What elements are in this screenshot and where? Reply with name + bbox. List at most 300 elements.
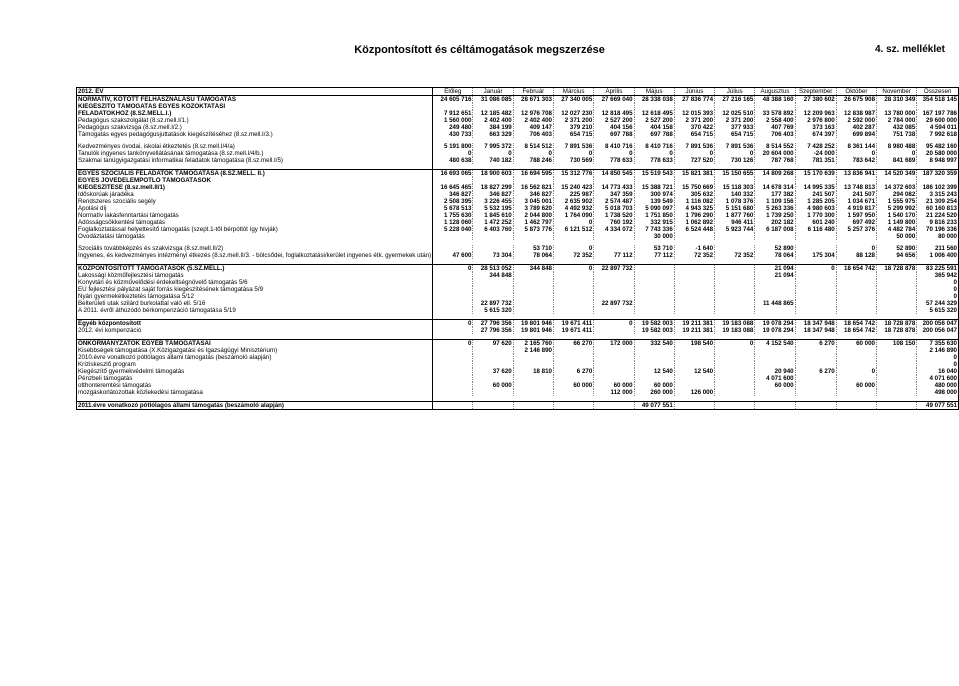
value-cell: 1 078 376 [715, 198, 755, 205]
value-cell [755, 354, 795, 361]
value-cell [795, 279, 836, 286]
table-row [77, 286, 959, 293]
row-total-cell [917, 177, 959, 184]
value-cell: 480 638 [433, 157, 473, 164]
value-cell: 140 332 [715, 191, 755, 198]
value-cell: 13 748 813 [836, 184, 876, 191]
value-cell [715, 300, 755, 307]
value-cell [554, 103, 594, 110]
value-cell: 787 768 [755, 157, 795, 164]
table-row [77, 368, 959, 375]
value-cell [674, 265, 714, 273]
value-cell: 2 371 200 [554, 117, 594, 124]
value-cell: 18 347 948 [795, 320, 836, 328]
value-cell: 344 848 [513, 265, 553, 273]
value-cell [715, 389, 755, 396]
column-header: Október [836, 88, 876, 96]
value-cell: 0 [715, 150, 755, 157]
value-cell [836, 402, 876, 410]
value-cell: 654 715 [715, 131, 755, 138]
value-cell [715, 245, 755, 252]
value-cell: 781 351 [795, 157, 836, 164]
value-cell: 1 751 850 [634, 212, 674, 219]
value-cell [594, 293, 634, 300]
value-cell [554, 272, 594, 279]
value-cell [594, 347, 634, 354]
value-cell [433, 103, 473, 110]
value-cell: 370 422 [674, 124, 714, 131]
value-cell [473, 361, 513, 368]
value-cell: 18 654 742 [836, 320, 876, 328]
value-cell: 18 728 878 [877, 327, 917, 334]
value-cell: 28 310 349 [877, 96, 917, 104]
value-cell [795, 347, 836, 354]
value-cell [554, 286, 594, 293]
value-cell: 2 371 200 [715, 117, 755, 124]
value-cell: 402 287 [836, 124, 876, 131]
value-cell: 18 347 948 [795, 327, 836, 334]
value-cell [877, 389, 917, 396]
value-cell: 3 045 001 [513, 198, 553, 205]
value-cell: 2 165 760 [513, 340, 553, 348]
value-cell [755, 177, 795, 184]
value-cell [554, 307, 594, 314]
value-cell [836, 300, 876, 307]
value-cell: 5 191 800 [433, 143, 473, 150]
row-label: Szociális továbbképzés és szakvizsga (8.sz.mell.II/2) [77, 245, 433, 252]
table-row [77, 131, 959, 138]
value-cell [715, 265, 755, 273]
value-cell: 60 000 [554, 382, 594, 389]
value-cell: 14 995 335 [795, 184, 836, 191]
table-row [77, 212, 959, 219]
value-cell: 751 738 [877, 131, 917, 138]
value-cell: 20 604 000 [755, 150, 795, 157]
value-cell: 47 600 [433, 252, 473, 259]
table-row [77, 184, 959, 191]
table-row [77, 307, 959, 314]
value-cell: 1 109 156 [755, 198, 795, 205]
table-row [77, 177, 959, 184]
value-cell: 28 671 303 [513, 96, 553, 104]
value-cell: 4 919 817 [836, 205, 876, 212]
value-cell: 72 352 [554, 252, 594, 259]
row-total-cell: 7 992 618 [917, 131, 959, 138]
value-cell [473, 245, 513, 252]
value-cell: 12 540 [634, 368, 674, 375]
table-row [77, 389, 959, 396]
value-cell [634, 279, 674, 286]
value-cell: 19 211 381 [674, 320, 714, 328]
value-cell [674, 307, 714, 314]
column-header: Július [715, 88, 755, 96]
value-cell [877, 279, 917, 286]
row-total-cell: 0 [917, 279, 959, 286]
value-cell [836, 307, 876, 314]
value-cell: 19 183 088 [715, 327, 755, 334]
value-cell: 1 796 290 [674, 212, 714, 219]
value-cell: 674 397 [795, 131, 836, 138]
row-label: Kríziskeszlő program [77, 361, 433, 368]
value-cell [795, 245, 836, 252]
value-cell [513, 279, 553, 286]
row-label: Adósságcsökkentési támogatás [77, 219, 433, 226]
row-label: FELADATOKHOZ (8.SZ.MELL.I.) [77, 110, 433, 117]
value-cell [715, 354, 755, 361]
table-row [77, 150, 959, 157]
value-cell: 5 923 744 [715, 226, 755, 233]
value-cell: 19 582 003 [634, 320, 674, 328]
value-cell [594, 402, 634, 410]
value-cell: 346 827 [473, 191, 513, 198]
value-cell: 760 192 [594, 219, 634, 226]
value-cell: 1 770 300 [795, 212, 836, 219]
value-cell [674, 354, 714, 361]
value-cell: 18 654 742 [836, 265, 876, 273]
row-label: otthonteremtési támogatás [77, 382, 433, 389]
row-label: Konyvtári és közművelődési érdekeltségnövelő támogatás 5/6 [77, 279, 433, 286]
value-cell: 730 569 [554, 157, 594, 164]
value-cell [554, 300, 594, 307]
table-row [77, 340, 959, 348]
table-row [77, 191, 959, 198]
value-cell [836, 354, 876, 361]
value-cell [594, 279, 634, 286]
row-label: KÖZPONTOSÍTOTT TÁMOGATÁSOK (5.SZ.MELL.) [77, 265, 433, 273]
value-cell [594, 361, 634, 368]
table-row [77, 327, 959, 334]
value-cell: 50 000 [877, 233, 917, 240]
value-cell: 740 182 [473, 157, 513, 164]
value-cell: 139 549 [634, 198, 674, 205]
value-cell: 15 312 776 [554, 170, 594, 178]
value-cell: 16 562 821 [513, 184, 553, 191]
value-cell: 373 163 [795, 124, 836, 131]
value-cell: 5 678 513 [433, 205, 473, 212]
value-cell [715, 382, 755, 389]
table-row [77, 110, 959, 117]
value-cell [513, 272, 553, 279]
value-cell [433, 245, 473, 252]
value-cell [674, 382, 714, 389]
value-cell: 78 064 [513, 252, 553, 259]
value-cell [715, 103, 755, 110]
value-cell: 0 [513, 150, 553, 157]
value-cell: 8 410 716 [594, 143, 634, 150]
value-cell [554, 279, 594, 286]
value-cell: 841 689 [877, 157, 917, 164]
value-cell: 344 848 [473, 272, 513, 279]
value-cell [836, 279, 876, 286]
value-cell [715, 402, 755, 410]
value-cell: 18 728 878 [877, 265, 917, 273]
row-label: mozgáskorlátozottak közlekedési támogatása [77, 389, 433, 396]
value-cell [715, 177, 755, 184]
row-label: EGYES SZOCIÁLIS FELADATOK TÁMOGATÁSA (8.SZ.MELL. II.) [77, 170, 433, 178]
value-cell: 0 [433, 320, 473, 328]
table-row [77, 375, 959, 382]
value-cell [755, 293, 795, 300]
value-cell: 706 403 [755, 131, 795, 138]
value-cell: 5 873 776 [513, 226, 553, 233]
row-total-cell: 49 077 551 [917, 402, 959, 410]
value-cell [433, 375, 473, 382]
value-cell: 2 402 400 [473, 117, 513, 124]
value-cell [877, 347, 917, 354]
table-row [77, 219, 959, 226]
value-cell: 0 [433, 150, 473, 157]
value-cell: 294 082 [877, 191, 917, 198]
value-cell: 15 821 381 [674, 170, 714, 178]
value-cell [634, 300, 674, 307]
table-row [77, 103, 959, 110]
value-cell: 0 [795, 265, 836, 273]
value-cell [674, 375, 714, 382]
value-cell: 12 838 987 [836, 110, 876, 117]
value-cell [795, 272, 836, 279]
value-cell [674, 272, 714, 279]
row-label: Kiegészítő gyermekvédelmi támogatás [77, 368, 433, 375]
row-label: Pénzbeli támogatás [77, 375, 433, 382]
value-cell: 0 [433, 265, 473, 273]
value-cell: 6 524 448 [674, 226, 714, 233]
value-cell [594, 272, 634, 279]
value-cell: 8 514 552 [755, 143, 795, 150]
value-cell: 72 352 [674, 252, 714, 259]
value-cell [795, 286, 836, 293]
row-total-cell: 1 006 400 [917, 252, 959, 259]
row-label: Ápolási díj [77, 205, 433, 212]
value-cell: 0 [554, 150, 594, 157]
value-cell: 2 558 400 [755, 117, 795, 124]
value-cell [554, 375, 594, 382]
value-cell: 2 508 395 [433, 198, 473, 205]
value-cell [795, 389, 836, 396]
value-cell: 1 116 082 [674, 198, 714, 205]
value-cell: 6 403 760 [473, 226, 513, 233]
value-cell: 699 894 [836, 131, 876, 138]
value-cell [554, 293, 594, 300]
value-cell: 1 739 250 [755, 212, 795, 219]
value-cell: 241 507 [836, 191, 876, 198]
row-total-cell: 21 224 520 [917, 212, 959, 219]
value-cell: 15 388 721 [634, 184, 674, 191]
value-cell: 77 112 [594, 252, 634, 259]
column-header: Március [554, 88, 594, 96]
value-cell: 5 228 040 [433, 226, 473, 233]
value-cell: 27 836 774 [674, 96, 714, 104]
value-cell: 7 912 651 [433, 110, 473, 117]
value-cell [513, 375, 553, 382]
value-cell: 409 147 [513, 124, 553, 131]
value-cell: 15 519 543 [634, 170, 674, 178]
value-cell: 4 334 072 [594, 226, 634, 233]
value-cell: 27 796 356 [473, 320, 513, 328]
value-cell [877, 307, 917, 314]
value-cell: 5 257 376 [836, 226, 876, 233]
column-header: Február [513, 88, 553, 96]
value-cell: 7 891 536 [715, 143, 755, 150]
value-cell [594, 103, 634, 110]
value-cell [513, 307, 553, 314]
value-cell: 12 618 495 [634, 110, 674, 117]
row-total-cell: 186 102 399 [917, 184, 959, 191]
value-cell [433, 389, 473, 396]
table-row [77, 198, 959, 205]
value-cell [594, 245, 634, 252]
value-cell [674, 286, 714, 293]
table-row [77, 170, 959, 178]
value-cell [473, 354, 513, 361]
value-cell: 27 796 356 [473, 327, 513, 334]
value-cell: 19 211 381 [674, 327, 714, 334]
value-cell: 946 411 [715, 219, 755, 226]
value-cell [715, 233, 755, 240]
value-cell [836, 361, 876, 368]
value-cell [877, 354, 917, 361]
value-cell: 0 [634, 150, 674, 157]
value-cell [594, 177, 634, 184]
value-cell [877, 375, 917, 382]
value-cell: 1 877 760 [715, 212, 755, 219]
row-total-cell: 83 225 591 [917, 265, 959, 273]
value-cell: 53 710 [513, 245, 553, 252]
value-cell: 66 270 [554, 340, 594, 348]
value-cell [594, 354, 634, 361]
value-cell: 60 000 [594, 382, 634, 389]
value-cell: 1 560 000 [433, 117, 473, 124]
value-cell [795, 103, 836, 110]
value-cell: 21 094 [755, 265, 795, 273]
value-cell [433, 327, 473, 334]
value-cell [473, 402, 513, 410]
row-label: Pedagógus szakszolgálat (8.sz.mell.I/1.) [77, 117, 433, 124]
value-cell: 5 615 320 [473, 307, 513, 314]
value-cell: 2 402 400 [513, 117, 553, 124]
row-label: Szakmai tanügyigazgatási informatikai feladatok támogatása (8.sz.mell.I/5) [77, 157, 433, 164]
value-cell: 26 675 908 [836, 96, 876, 104]
value-cell: 52 890 [755, 245, 795, 252]
value-cell: 778 633 [594, 157, 634, 164]
value-cell: 19 183 088 [715, 320, 755, 328]
table-row [77, 205, 959, 212]
value-cell: 0 [836, 245, 876, 252]
value-cell: 300 974 [634, 191, 674, 198]
row-total-cell: 0 [917, 354, 959, 361]
value-cell [594, 375, 634, 382]
value-cell [513, 286, 553, 293]
row-total-cell: 57 244 329 [917, 300, 959, 307]
row-total-cell [917, 103, 959, 110]
value-cell: 72 352 [715, 252, 755, 259]
row-label: KIEGÉSZÍTŐ TÁMOGATÁS EGYES KÖZOKTATÁSI [77, 103, 433, 110]
value-cell: 12 976 708 [513, 110, 553, 117]
value-cell: 4 943 325 [674, 205, 714, 212]
value-cell: 22 897 732 [594, 265, 634, 273]
value-cell [513, 402, 553, 410]
value-cell: 260 000 [634, 389, 674, 396]
value-cell [877, 361, 917, 368]
value-cell [877, 286, 917, 293]
value-cell: 783 642 [836, 157, 876, 164]
table-row [77, 124, 959, 131]
value-cell [634, 347, 674, 354]
value-cell [634, 272, 674, 279]
value-cell: 0 [554, 219, 594, 226]
column-header: Összesen [917, 88, 959, 96]
table-row [77, 96, 959, 104]
value-cell [715, 286, 755, 293]
value-cell: 18 900 603 [473, 170, 513, 178]
value-cell: 19 078 294 [755, 327, 795, 334]
value-cell [433, 368, 473, 375]
value-cell: 2 146 890 [513, 347, 553, 354]
value-cell: 14 678 314 [755, 184, 795, 191]
value-cell: 22 897 732 [473, 300, 513, 307]
row-label: 2012. évi kompenzáció [77, 327, 433, 334]
table-row [77, 402, 959, 410]
annex-label: 4. sz. melléklet [874, 44, 945, 55]
value-cell: 7 995 372 [473, 143, 513, 150]
value-cell: 347 359 [594, 191, 634, 198]
value-cell: 727 520 [674, 157, 714, 164]
value-cell: 1 472 252 [473, 219, 513, 226]
value-cell: 12 540 [674, 368, 714, 375]
value-cell: 2 044 800 [513, 212, 553, 219]
value-cell: 37 620 [473, 368, 513, 375]
value-cell [795, 402, 836, 410]
value-cell [594, 286, 634, 293]
value-cell: 49 077 551 [634, 402, 674, 410]
row-label: Nyári gyermekétkeztetés támogatása 5/12 [77, 293, 433, 300]
value-cell: 19 671 411 [554, 327, 594, 334]
value-cell [836, 272, 876, 279]
value-cell [513, 382, 553, 389]
row-label: 2010.évre vonatkozó pótlólagos állami támogatás (beszámoló alapján) [77, 354, 433, 361]
value-cell: 601 240 [795, 219, 836, 226]
value-cell: 8 514 512 [513, 143, 553, 150]
value-cell: 48 388 160 [755, 96, 795, 104]
row-label: A 2011. évről áthúzódó bérkompenzáció támogatása 5/19 [77, 307, 433, 314]
value-cell: 33 578 892 [755, 110, 795, 117]
value-cell: 18 728 878 [877, 320, 917, 328]
column-header: Május [634, 88, 674, 96]
row-total-cell: 21 309 254 [917, 198, 959, 205]
row-total-cell: 20 580 000 [917, 150, 959, 157]
table-row [77, 233, 959, 240]
value-cell: 2 527 200 [634, 117, 674, 124]
value-cell: 6 270 [795, 368, 836, 375]
value-cell: 1 845 610 [473, 212, 513, 219]
value-cell: 14 520 349 [877, 170, 917, 178]
row-label: KIEGÉSZÍTÉSE (8.sz.mell.II/1) [77, 184, 433, 191]
value-cell [674, 361, 714, 368]
value-cell [473, 233, 513, 240]
value-cell: 5 532 195 [473, 205, 513, 212]
value-cell: 0 [554, 265, 594, 273]
value-cell [715, 272, 755, 279]
value-cell [433, 177, 473, 184]
value-cell: 788 246 [513, 157, 553, 164]
value-cell: 6 116 480 [795, 226, 836, 233]
value-cell [674, 103, 714, 110]
row-total-cell: 167 197 786 [917, 110, 959, 117]
row-label: Rendszeres szociális segély [77, 198, 433, 205]
value-cell: 7 743 336 [634, 226, 674, 233]
value-cell [836, 233, 876, 240]
value-cell: 4 152 540 [755, 340, 795, 348]
value-cell: 12 027 230 [554, 110, 594, 117]
